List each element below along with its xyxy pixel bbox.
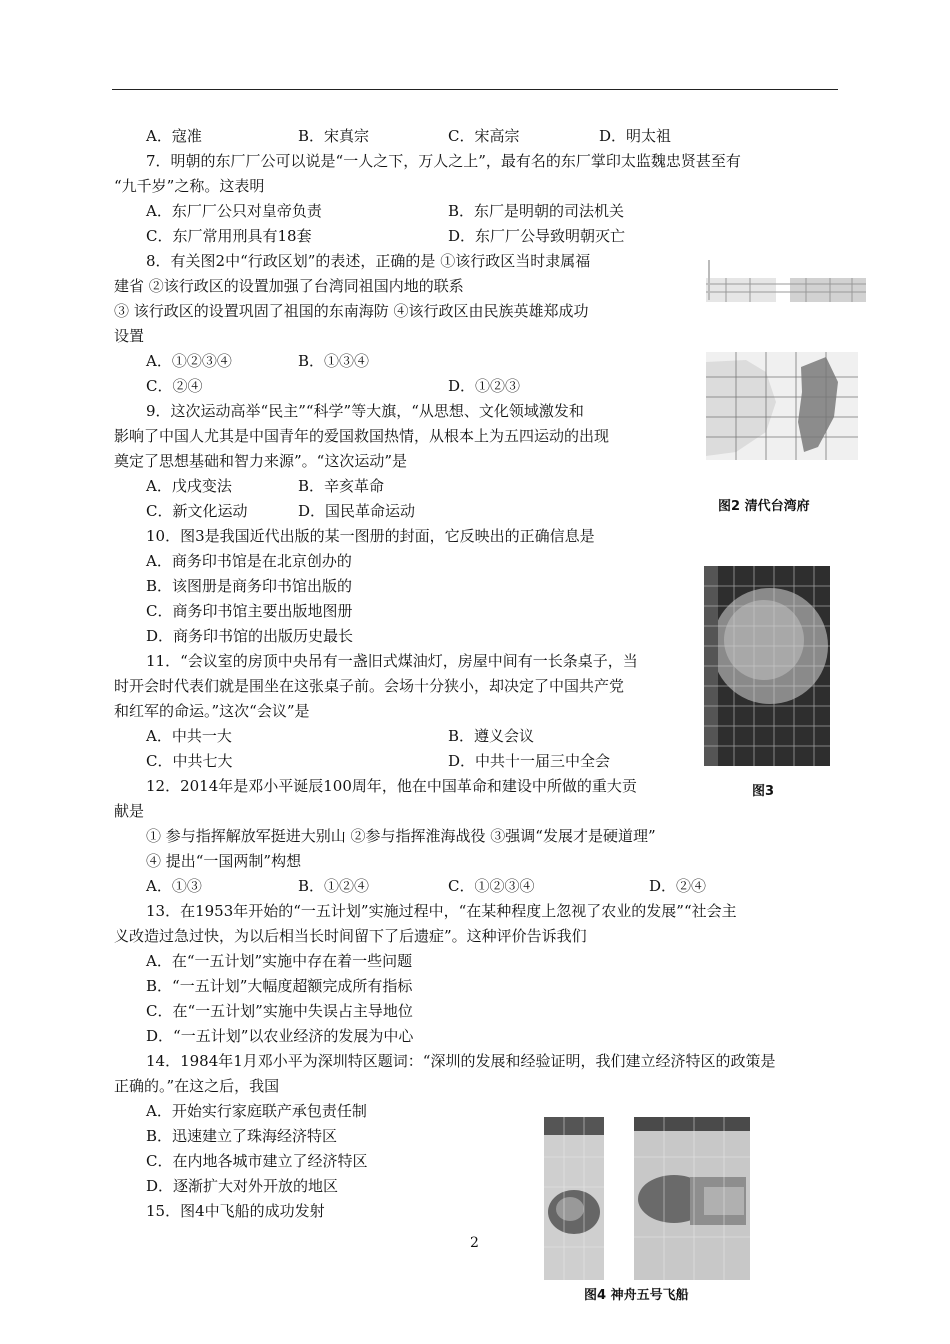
q14-stem-line2: 正确的。”在这之后，我国: [114, 1077, 280, 1095]
q13-stem-line1: 13．在1953年开始的“一五计划”实施过程中，“在某种程度上忽视了农业的发展”“社会主: [146, 902, 737, 920]
q9-stem-line1: 9．这次运动高举“民主”“科学”等大旗，“从思想、文化领域激发和: [146, 402, 584, 420]
figure-4-spacecraft-left: [544, 1117, 604, 1280]
q9-option-b: B．辛亥革命: [298, 477, 385, 495]
q9-option-a: A．戊戌变法: [146, 477, 232, 495]
q9-option-c: C．新文化运动: [146, 502, 248, 520]
figure-4-caption: 图4 神舟五号飞船: [584, 1288, 689, 1303]
q11-option-d: D．中共十一届三中全会: [448, 752, 611, 770]
q10-option-a: A．商务印书馆是在北京创办的: [146, 552, 352, 570]
figure-2-map-bottom: [706, 352, 858, 460]
q13-stem-line2: 义改造过急过快，为以后相当长时间留下了后遗症”。这种评价告诉我们: [114, 927, 587, 945]
q15-stem: 15．图4中飞船的成功发射: [146, 1202, 325, 1220]
q7-option-b: B．东厂是明朝的司法机关: [448, 202, 625, 220]
header-rule: [112, 89, 838, 90]
q8-stem-line3: ③ 该行政区的设置巩固了祖国的东南海防 ④该行政区由民族英雄郑成功: [114, 302, 589, 320]
q11-option-a: A．中共一大: [146, 727, 232, 745]
q12-option-b: B．①②④: [298, 877, 370, 895]
q8-stem-line4: 设置: [114, 327, 145, 345]
figure-3-caption: 图3: [752, 784, 775, 799]
q7-option-d: D．东厂厂公导致明朝灭亡: [448, 227, 626, 245]
q12-option-a: A．①③: [146, 877, 202, 895]
q7-option-a: A．东厂厂公只对皇帝负责: [146, 202, 322, 220]
q11-stem-line3: 和红军的命运。”这次“会议”是: [114, 702, 310, 720]
q14-option-c: C．在内地各城市建立了经济特区: [146, 1152, 368, 1170]
q9-stem-line2: 影响了中国人尤其是中国青年的爱国救国热情，从根本上为五四运动的出现: [114, 427, 610, 445]
q14-option-d: D．逐渐扩大对外开放的地区: [146, 1177, 339, 1195]
q7-stem-line2: “九千岁”之称。这表明: [114, 177, 265, 195]
q11-stem-line2: 时开会时代表们就是围坐在这张桌子前。会场十分狭小，却决定了中国共产党: [114, 677, 625, 695]
q12-statements-line2: ④ 提出“一国两制”构想: [146, 852, 302, 870]
q10-option-d: D．商务印书馆的出版历史最长: [146, 627, 354, 645]
q8-stem-line1: 8．有关图2中“行政区划”的表述，正确的是 ①该行政区当时隶属福: [146, 252, 591, 270]
page-number: 2: [470, 1235, 479, 1251]
q6-option-a: A．寇准: [146, 127, 202, 145]
figure-2-caption: 图2 清代台湾府: [718, 499, 810, 514]
q8-option-a: A．①②③④: [146, 352, 232, 370]
q13-option-b: B．“一五计划”大幅度超额完成所有指标: [146, 977, 413, 995]
q8-stem-line2: 建省 ②该行政区的设置加强了台湾同祖国内地的联系: [114, 277, 464, 295]
q12-statements-line1: ① 参与指挥解放军挺进大别山 ②参与指挥淮海战役 ③强调“发展才是硬道理”: [146, 827, 656, 845]
q6-option-d: D．明太祖: [599, 127, 672, 145]
q8-option-d: D．①②③: [448, 377, 521, 395]
q12-option-c: C．①②③④: [448, 877, 535, 895]
q11-option-c: C．中共七大: [146, 752, 233, 770]
q11-stem-line1: 11．“会议室的房顶中央吊有一盏旧式煤油灯，房屋中间有一长条桌子，当: [146, 652, 638, 670]
q9-option-d: D．国民革命运动: [298, 502, 416, 520]
q14-option-a: A．开始实行家庭联产承包责任制: [146, 1102, 367, 1120]
q10-option-b: B．该图册是商务印书馆出版的: [146, 577, 353, 595]
q12-option-d: D．②④: [649, 877, 707, 895]
figure-3-atlas-cover: [704, 566, 830, 766]
q6-option-b: B．宋真宗: [298, 127, 370, 145]
q13-option-a: A．在“一五计划”实施中存在着一些问题: [146, 952, 413, 970]
q8-option-b: B．①③④: [298, 352, 370, 370]
q13-option-c: C．在“一五计划”实施中失误占主导地位: [146, 1002, 413, 1020]
q12-stem-line1: 12．2014年是邓小平诞辰100周年，他在中国革命和建设中所做的重大贡: [146, 777, 637, 795]
q6-option-c: C．宋高宗: [448, 127, 520, 145]
q7-option-c: C．东厂常用刑具有18套: [146, 227, 312, 245]
q8-option-c: C．②④: [146, 377, 203, 395]
q7-stem-line1: 7．明朝的东厂厂公可以说是“一人之下，万人之上”，最有名的东厂掌印太监魏忠贤甚至有: [146, 152, 741, 170]
q10-stem: 10．图3是我国近代出版的某一图册的封面，它反映出的正确信息是: [146, 527, 595, 545]
q13-option-d: D．“一五计划”以农业经济的发展为中心: [146, 1027, 414, 1045]
q12-stem-line2: 献是: [114, 802, 145, 820]
figure-2-map-top: [706, 258, 870, 306]
q14-stem-line1: 14．1984年1月邓小平为深圳特区题词：“深圳的发展和经验证明，我们建立经济特区的政策是: [146, 1052, 776, 1070]
q11-option-b: B．遵义会议: [448, 727, 535, 745]
figure-4-spacecraft-right: [634, 1117, 750, 1280]
q14-option-b: B．迅速建立了珠海经济特区: [146, 1127, 338, 1145]
q9-stem-line3: 奠定了思想基础和智力来源”。“这次运动”是: [114, 452, 408, 470]
q10-option-c: C．商务印书馆主要出版地图册: [146, 602, 353, 620]
